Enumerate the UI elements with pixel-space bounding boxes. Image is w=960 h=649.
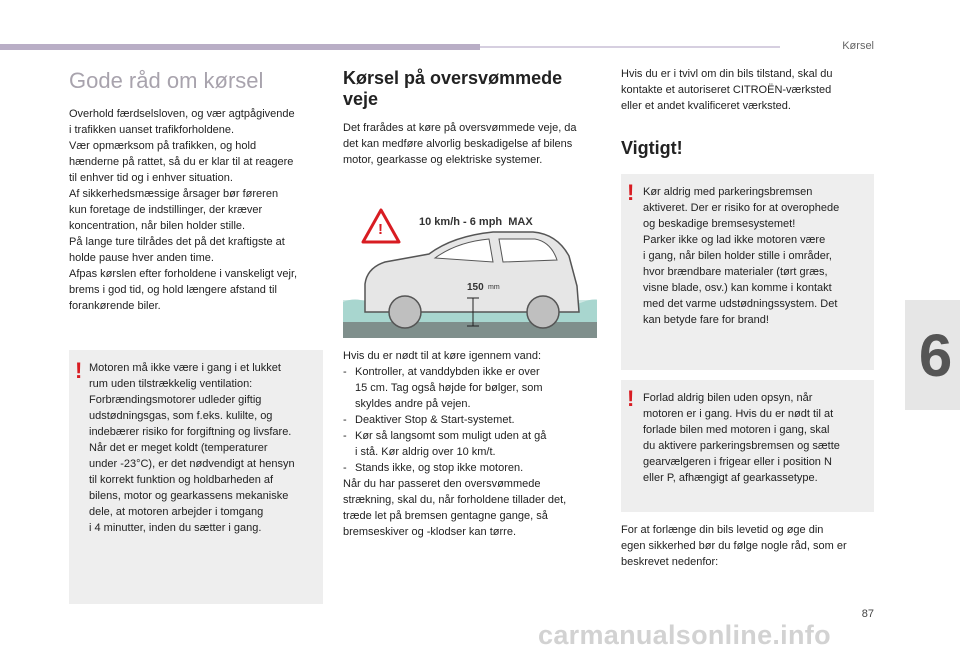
instruction-list [343, 364, 599, 476]
triangle-exclamation: ! [378, 221, 383, 238]
section-title: Kørsel på oversvømmede veje [343, 68, 563, 109]
text-line: hvor brændbare materialer (tørt græs, [643, 266, 828, 278]
text-line: i 4 minutter, inden du sætter i gang. [89, 522, 262, 534]
text-line: Overhold færdselsloven, og vær agtpågivende [69, 108, 295, 120]
text-line: Forlad aldrig bilen uden opsyn, når [643, 392, 813, 404]
depth-value: 150 [467, 282, 484, 293]
text-line: motor, gearkasse og elektriske systemer. [343, 154, 543, 166]
text-line: Kør aldrig med parkeringsbremsen [643, 186, 813, 198]
warning-icon: ! [75, 358, 83, 383]
text-line: i gang, når bilen holder stille i områder, [643, 250, 832, 262]
list-item: - Kontroller, at vanddybden ikke er over 15 cm. Tag også højde for bølger, som skyldes andre på vejen. [343, 364, 599, 412]
warning-icon: ! [627, 386, 635, 411]
list-item: - Stands ikke, og stop ikke motoren. [343, 460, 599, 476]
depth-unit: mm [488, 284, 500, 291]
text-line: forankørende biler. [69, 300, 161, 312]
text-line: med det varme udstødningssystem. Det [643, 298, 838, 310]
chapter-tab [905, 300, 960, 410]
text-line: rum uden tilstrækkelig ventilation: [89, 378, 253, 390]
outro-text [621, 522, 874, 570]
speed-limit-label: 10 km/h - 6 mph MAX [419, 216, 533, 228]
text-line: udstødningsgas, som f.eks. kulilte, og [89, 410, 273, 422]
text-line: Når det er meget koldt (temperaturer [89, 442, 268, 454]
text-line: Afpas kørslen efter forholdene i vanskeligt vejr, [69, 268, 298, 280]
text-line: kan betyde fare for brand! [643, 314, 769, 326]
section-label: Kørsel [842, 40, 874, 52]
intro-text [343, 120, 599, 168]
text-line: gearvælgeren i frigear eller i position N [643, 456, 832, 468]
text-line: Hvis du er i tvivl om din bils tilstand, skal du [621, 68, 833, 80]
warning-text [643, 390, 866, 486]
text-line: strækning, skal du, når forholdene tillader det, [343, 494, 567, 506]
instructions-lead: Hvis du er nødt til at køre igennem vand: [343, 350, 542, 362]
list-item: - Kør så langsomt som muligt uden at gå i stå. Kør aldrig over 10 km/t. [343, 428, 599, 460]
text-line: aktiveret. Der er risiko for at overophede [643, 202, 840, 214]
text-line: kontakte et autoriseret CITROËN-værksted [621, 84, 832, 96]
warning-box-ventilation [69, 350, 323, 604]
flooded-road-illustration [343, 202, 597, 340]
text-line: koncentration, når bilen holder stille. [69, 220, 246, 232]
text-line: og beskadige bremsesystemet! [643, 218, 796, 230]
text-line: På lange ture tilrådes det på det kraftigste at [69, 236, 285, 248]
road [343, 322, 597, 338]
section-title: Gode råd om kørsel [69, 68, 264, 93]
text-line: til korrekt funktion og holdbarheden af [89, 474, 274, 486]
text-line: du aktivere parkeringsbremsen og sætte [643, 440, 840, 452]
text-line: bilens, motor og gearkassens mekaniske [89, 490, 289, 502]
text-line: indebærer risiko for forgiftning og livsfare. [89, 426, 292, 438]
intro-text [621, 66, 874, 114]
warning-text [89, 360, 315, 536]
text-line: brems i god tid, og hold længere afstand til [69, 284, 277, 296]
page-number: 87 [861, 608, 874, 620]
text-line: beskrevet nedenfor: [621, 556, 719, 568]
column-flooded-roads [343, 66, 599, 168]
text-line: Det frarådes at køre på oversvømmede veje, da [343, 122, 577, 134]
car-wheel-front [389, 296, 421, 328]
text-line: kun foretage de indstillinger, der kræver [69, 204, 263, 216]
watermark: carmanualsonline.info [538, 620, 831, 649]
text-line: Når du har passeret den oversvømmede [343, 478, 541, 490]
header-bar [0, 44, 480, 50]
text-line: forlade bilen med motoren i gang, skal [643, 424, 830, 436]
warning-box-unattended [621, 380, 874, 512]
text-line: dele, at motoren arbejder i tomgang [89, 506, 264, 518]
text-line: egen sikkerhed bør du følge nogle råd, som er [621, 540, 847, 552]
text-line: til enhver tid og i enhver situation. [69, 172, 233, 184]
text-line: i trafikken uanset trafikforholdene. [69, 124, 235, 136]
text-line: Parker ikke og lad ikke motoren være [643, 234, 826, 246]
flood-instructions [343, 348, 599, 540]
text-line: Motoren må ikke være i gang i et lukket [89, 362, 281, 374]
advice-text [69, 106, 323, 314]
text-line: bremseskiver og -klodser kan tørre. [343, 526, 516, 538]
text-line: eller P, afhængigt af gearkassetype. [643, 472, 818, 484]
column-important [621, 66, 874, 169]
text-line: under -23°C), er det nødvendigt at hensyn [89, 458, 295, 470]
chapter-number: 6 [918, 321, 953, 389]
important-title: Vigtigt! [621, 138, 683, 158]
header-bar-thin [480, 46, 780, 48]
text-line: Forbrændingsmotorer udleder giftig [89, 394, 262, 406]
text-line: Vær opmærksom på trafikken, og hold [69, 140, 257, 152]
text-line: For at forlænge din bils levetid og øge din [621, 524, 824, 536]
warning-icon: ! [627, 180, 635, 205]
car-wheel-rear [527, 296, 559, 328]
text-line: eller et andet kvalificeret værksted. [621, 100, 791, 112]
text-line: hænderne på rattet, så du er klar til at reagere [69, 156, 294, 168]
text-line: det kan medføre alvorlig beskadigelse af bilens [343, 138, 573, 150]
text-line: Af sikkerhedsmæssige årsager bør føreren [69, 188, 279, 200]
text-line: træde let på bremsen gentagne gange, så [343, 510, 548, 522]
text-line: visne blade, osv.) kan komme i kontakt [643, 282, 832, 294]
text-line: holde pause hver anden time. [69, 252, 214, 264]
column-driving-advice [69, 66, 323, 314]
list-item: - Deaktiver Stop & Start-systemet. [343, 412, 599, 428]
text-line: motoren er i gang. Hvis du er nødt til at [643, 408, 834, 420]
after-flood-text [343, 476, 599, 540]
warning-box-parking-brake [621, 174, 874, 370]
warning-text [643, 184, 866, 328]
